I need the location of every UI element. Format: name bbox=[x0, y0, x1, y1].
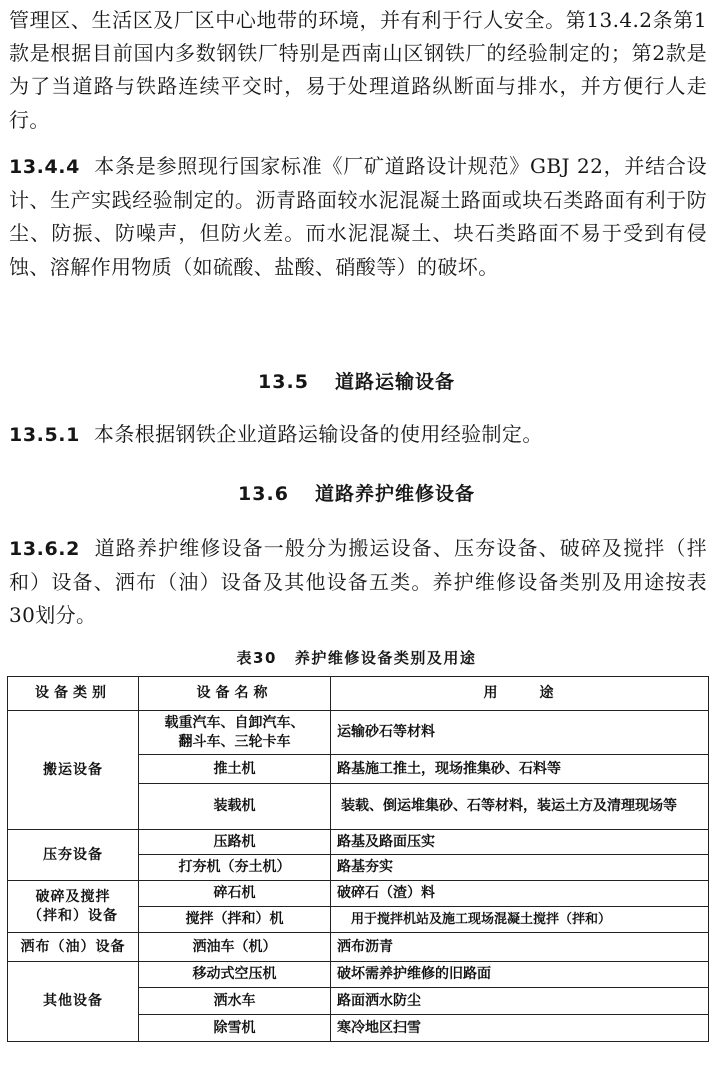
category-cell: 搬运设备 bbox=[8, 711, 139, 830]
clause-number: 13.6.2 bbox=[9, 538, 80, 560]
name-cell: 除雪机 bbox=[139, 1015, 331, 1042]
clause-text: 本条根据钢铁企业道路运输设备的使用经验制定。 bbox=[93, 422, 543, 446]
table-header-row bbox=[8, 677, 709, 711]
equipment-table bbox=[7, 676, 709, 1042]
header-use bbox=[331, 677, 709, 711]
use-cell: 路基施工推土，现场推集砂、石料等 bbox=[331, 755, 709, 784]
clause-13-6-2 bbox=[9, 532, 707, 633]
section-number: 13.6 bbox=[238, 483, 289, 505]
name-cell: 洒水车 bbox=[139, 988, 331, 1015]
section-heading-13-5 bbox=[0, 367, 713, 394]
clause-number: 13.5.1 bbox=[9, 424, 80, 446]
name-cell: 移动式空压机 bbox=[139, 962, 331, 988]
section-title: 道路运输设备 bbox=[334, 371, 455, 393]
name-cell bbox=[139, 711, 331, 755]
table-number: 表30 bbox=[236, 649, 277, 667]
section-number: 13.5 bbox=[258, 371, 309, 393]
name-cell: 碎石机 bbox=[139, 881, 331, 907]
name-cell: 压路机 bbox=[139, 830, 331, 855]
name-cell: 搅拌（拌和）机 bbox=[139, 907, 331, 933]
category-line: （拌和）设备 bbox=[28, 907, 118, 924]
use-cell: 寒冷地区扫雪 bbox=[331, 1015, 709, 1042]
use-cell: 路基夯实 bbox=[331, 855, 709, 881]
table-row bbox=[8, 830, 709, 855]
clause-13-5-1 bbox=[9, 418, 707, 452]
name-cell: 洒油车（机） bbox=[139, 933, 331, 962]
header-use-a: 用 bbox=[483, 685, 500, 701]
section-title: 道路养护维修设备 bbox=[314, 483, 475, 505]
name-line: 载重汽车、自卸汽车、 bbox=[164, 714, 305, 731]
header-category: 设备类别 bbox=[8, 677, 139, 711]
table-row bbox=[8, 962, 709, 988]
use-cell: 破碎石（渣）料 bbox=[331, 881, 709, 907]
header-name: 设备名称 bbox=[139, 677, 331, 711]
table-title: 养护维修设备类别及用途 bbox=[294, 649, 477, 667]
clause-text: 本条是参照现行国家标准《厂矿道路设计规范》GBJ 22，并结合设计、生产实践经验制定的。沥青路面较水泥混凝土路面或块石类路面有利于防尘、防振、防噪声，但防火差。而水泥混凝土、块石类路面不易于受到有侵蚀、溶解作用物质（如硫酸、盐酸、硝酸等）的破坏。 bbox=[9, 154, 707, 279]
category-cell: 其他设备 bbox=[8, 962, 139, 1042]
section-heading-13-6 bbox=[0, 479, 713, 506]
use-cell: 路面洒水防尘 bbox=[331, 988, 709, 1015]
name-cell: 打夯机（夯土机） bbox=[139, 855, 331, 881]
table-row bbox=[8, 933, 709, 962]
table-row bbox=[8, 711, 709, 755]
intro-text: 管理区、生活区及厂区中心地带的环境，并有利于行人安全。第13.4.2条第1款是根据目前国内多数钢铁厂特别是西南山区钢铁厂的经验制定的；第2款是为了当道路与铁路连续平交时，易于处理道路纵断面与排水，并方便行人走行。 bbox=[9, 8, 707, 132]
clause-text: 道路养护维修设备一般分为搬运设备、压夯设备、破碎及搅拌（拌和）设备、洒布（油）设备及其他设备五类。养护维修设备类别及用途按表30划分。 bbox=[9, 536, 707, 628]
category-line: 破碎及搅拌 bbox=[35, 888, 111, 905]
use-cell: 装载、倒运堆集砂、石等材料，装运土方及清理现场等 bbox=[331, 784, 709, 830]
use-cell: 洒布沥青 bbox=[331, 933, 709, 962]
name-line: 翻斗车、三轮卡车 bbox=[178, 733, 291, 750]
use-cell: 破坏需养护维修的旧路面 bbox=[331, 962, 709, 988]
clause-13-4-4 bbox=[9, 150, 707, 284]
clause-number: 13.4.4 bbox=[9, 156, 80, 178]
intro-paragraph bbox=[9, 4, 707, 137]
table-row bbox=[8, 881, 709, 907]
use-cell: 运输砂石等材料 bbox=[331, 711, 709, 755]
table-caption bbox=[0, 647, 713, 668]
header-use-b: 途 bbox=[539, 685, 556, 701]
name-cell: 推土机 bbox=[139, 755, 331, 784]
name-cell: 装载机 bbox=[139, 784, 331, 830]
use-cell: 路基及路面压实 bbox=[331, 830, 709, 855]
category-cell: 压夯设备 bbox=[8, 830, 139, 881]
use-cell: 用于搅拌机站及施工现场混凝土搅拌（拌和） bbox=[331, 907, 709, 933]
category-cell: 洒布（油）设备 bbox=[8, 933, 139, 962]
category-cell bbox=[8, 881, 139, 933]
